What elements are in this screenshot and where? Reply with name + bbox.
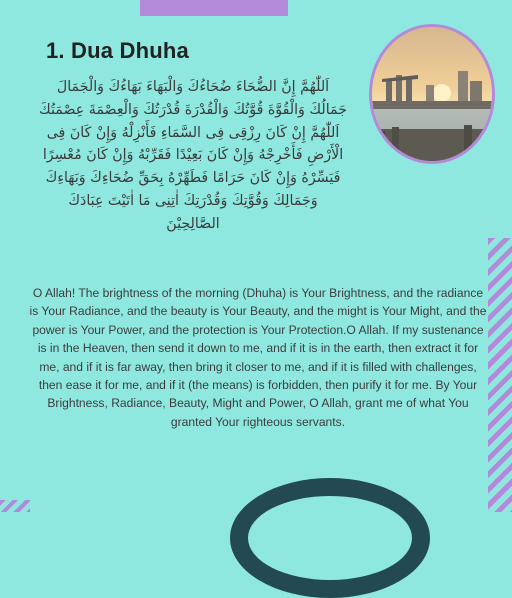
arabic-line: جَمَالُكَ وَالْقُوَّةَ قُوَّتُكَ وَالْقُدْرَةَ قُدْرَتُكَ وَالْعِصْمَةَ عِصْمَتُكَ: [39, 101, 347, 118]
arabic-line: وَجَمَالِكَ وَقُوَّتِكَ وَقُدْرَتِكَ اٰتِنِى مَا اٰتَيْتَ عِبَادَكَ: [68, 192, 318, 209]
top-accent-bar: [140, 0, 288, 16]
arabic-dua-text: [20, 76, 366, 236]
arabic-line: اَللّٰهُمَّ إِنَّ الضُّحَاءَ ضُحَاءُكَ وَالْبَهَاءَ بَهَاءُكَ وَالْجَمَالَ: [56, 79, 330, 95]
arabic-line: فَيَسِّرْهُ وَإِنْ كَانَ حَرَامًا فَطَهِّرْهُ بِحَقِّ ضُحَاءِكَ وَبَهَاءِكَ: [45, 170, 341, 187]
skyline-image: [372, 27, 492, 161]
arabic-line: الْأَرْضِ فَأَخْرِجْهُ وَإِنْ كَانَ بَعِيْدًا فَقَرِّبْهُ وَإِنْ كَانَ مُعْسِرًا: [42, 147, 344, 164]
page-title: 1. Dua Dhuha: [46, 38, 189, 63]
arabic-line: الصَّالِحِيْنَ: [166, 215, 220, 232]
decorative-stripes: [488, 238, 512, 512]
arabic-line: اَللّٰهُمَّ إِنْ كَانَ رِزْقِى فِى السَّمَاءِ فَأَنْزِلْهُ وَإِنْ كَانَ فِى: [46, 124, 340, 141]
decorative-stripes-bottom: [0, 500, 30, 512]
skyline-photo: [369, 24, 495, 164]
decorative-ring: [230, 478, 430, 598]
english-translation: O Allah! The brightness of the morning (Dhuha) is Your Brightness, and the radiance is Your Radiance, and the beauty is Your Beauty, and the might is Your Might, and the power is Your Power, and the protection is Your Protection.O Allah. If my sustenance is in the Heaven, then send it down to me, and if it is in the earth, then extract it for me, and if it is far away, then bring it closer to me, and if it is filled with challenges, then ease it for me, and if it (the means) is forbidden, then purify it for me. By Your Brightness, Radiance, Beauty, Might and Power, O Allah, grant me of what You granted Your righteous servants.: [29, 286, 487, 429]
